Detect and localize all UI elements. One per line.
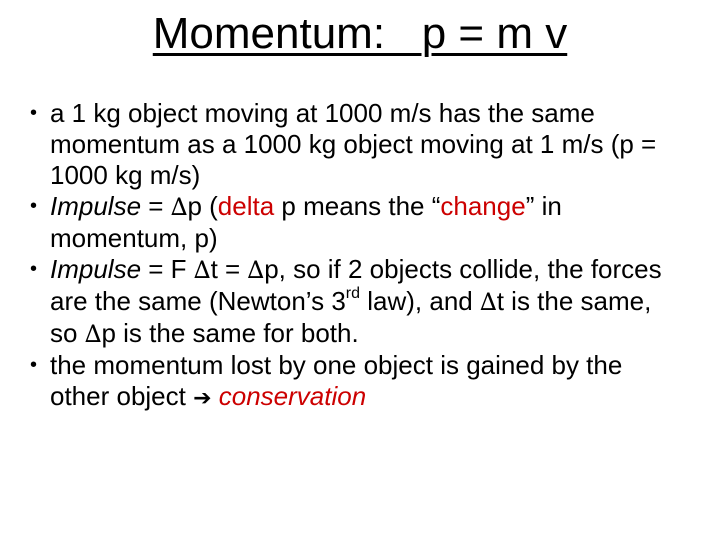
bullet-text: p is the same for both. (101, 318, 359, 348)
bullet-text: p, so if 2 objects collide, the forces are the same (Newton’s 3 (50, 254, 662, 316)
bullet-dot: • (30, 102, 38, 124)
bullet-text: = (141, 191, 171, 221)
change-word: change (440, 191, 526, 221)
bullet-text: t is the same, so (50, 286, 652, 348)
right-arrow-icon: ➔ (193, 386, 212, 411)
bullet-item (30, 191, 670, 254)
bullet-dot: • (30, 258, 38, 280)
bullet-dot: • (30, 195, 38, 217)
bullet-item (30, 98, 670, 191)
bullet-dot: • (30, 354, 38, 376)
delta-symbol: ∆ (193, 256, 211, 284)
bullet-list (30, 98, 670, 414)
delta-symbol: ∆ (170, 193, 188, 221)
bullet-text: law), and (360, 286, 480, 316)
bullet-text: p ( (187, 191, 218, 221)
title-text: Momentum: p = m v (152, 9, 568, 58)
impulse-term: Impulse (50, 254, 142, 284)
bullet-text: = F (141, 254, 194, 284)
delta-symbol: ∆ (247, 256, 265, 284)
bullet-text: t = (210, 254, 248, 284)
bullet-text: p means the “ (274, 191, 441, 221)
bullet-text: a 1 kg object moving at 1000 m/s has the same momentum as a 1000 kg object moving at 1 m/s (p = 1000 kg m/s) (50, 98, 657, 190)
bullet-item (30, 254, 670, 350)
conservation-word: conservation (218, 381, 367, 411)
delta-symbol: ∆ (479, 288, 497, 316)
delta-symbol: ∆ (84, 320, 102, 348)
bullet-text: the momentum lost by one object is gained by the other object (50, 350, 623, 411)
bullet-item (30, 350, 670, 414)
slide-title (0, 4, 720, 64)
delta-word: delta (217, 191, 275, 221)
superscript-rd: rd (345, 285, 361, 302)
impulse-term: Impulse (50, 191, 142, 221)
bullet-text: ” in momentum, p) (50, 191, 562, 253)
